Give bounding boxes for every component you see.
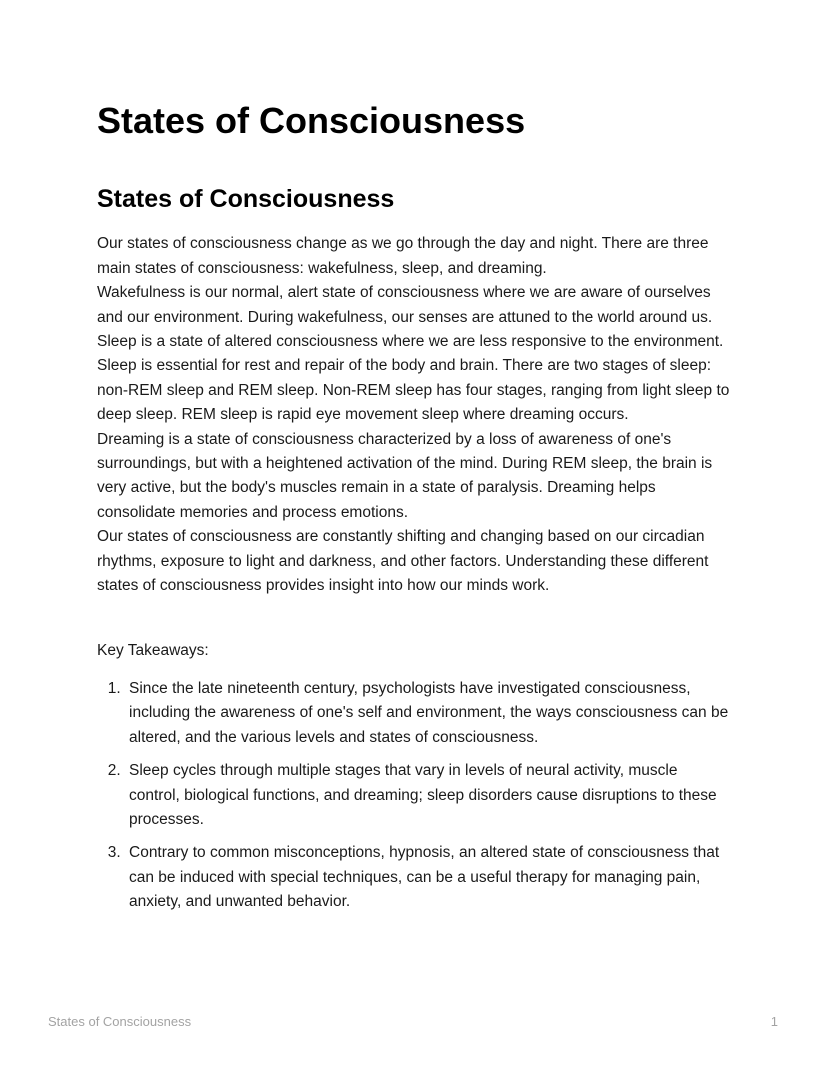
section-heading: States of Consciousness [97,185,395,214]
paragraph-wakefulness: Wakefulness is our normal, alert state of consciousness where we are aware of ourselves and our environment. During wakefulness, our senses are attuned to the world around us. [97,284,713,326]
document-title: States of Consciousness [97,100,526,141]
paragraph-sleep: Sleep is a state of altered consciousness where we are less responsive to the environment. Sleep is essential for rest and repair of the body and brain. There are two stages of sleep: non-REM sleep and REM sleep. Non-REM sleep has four stages, ranging from light sleep to deep sleep. REM sleep is rapid eye movement sleep where dreaming occurs. [97,333,730,424]
body-text [97,214,731,598]
paragraph-dreaming: Dreaming is a state of consciousness characterized by a loss of awareness of one's surroundings, but with a heightened activation of the mind. During REM sleep, the brain is very active, but the body's muscles remain in a state of paralysis. Dreaming helps consolidate memories and process emotions. [97,430,713,521]
page-number: 1 [770,1014,778,1029]
paragraph-shifting-states: Our states of consciousness are constantly shifting and changing based on our circadian rhythms, exposure to light and darkness, and other factors. Understanding these different states of consciousness provides insight into how our minds work. [97,528,709,595]
paragraph-overview: Our states of consciousness change as we go through the day and night. There are three main states of consciousness: wakefulness, sleep, and dreaming. [97,235,709,277]
takeaway-item-2: 2. Sleep cycles through multiple stages that vary in levels of neural activity, muscle control, biological functions, and dreaming; sleep disorders cause disruptions to these processes. [125,759,731,832]
key-takeaways-list [97,677,731,915]
takeaway-item-1: 1. Since the late nineteenth century, psychologists have investigated consciousness, including the awareness of one's self and environment, the ways consciousness can be altered, and the various levels and states of consciousness. [125,677,731,750]
key-takeaways-label: Key Takeaways: [97,642,209,660]
footer-document-title: States of Consciousness [48,1014,192,1029]
takeaway-item-3: 3. Contrary to common misconceptions, hypnosis, an altered state of consciousness that can be induced with special techniques, can be a useful therapy for managing pain, anxiety, and unwanted behavior. [125,841,731,914]
page-footer [0,1014,828,1029]
